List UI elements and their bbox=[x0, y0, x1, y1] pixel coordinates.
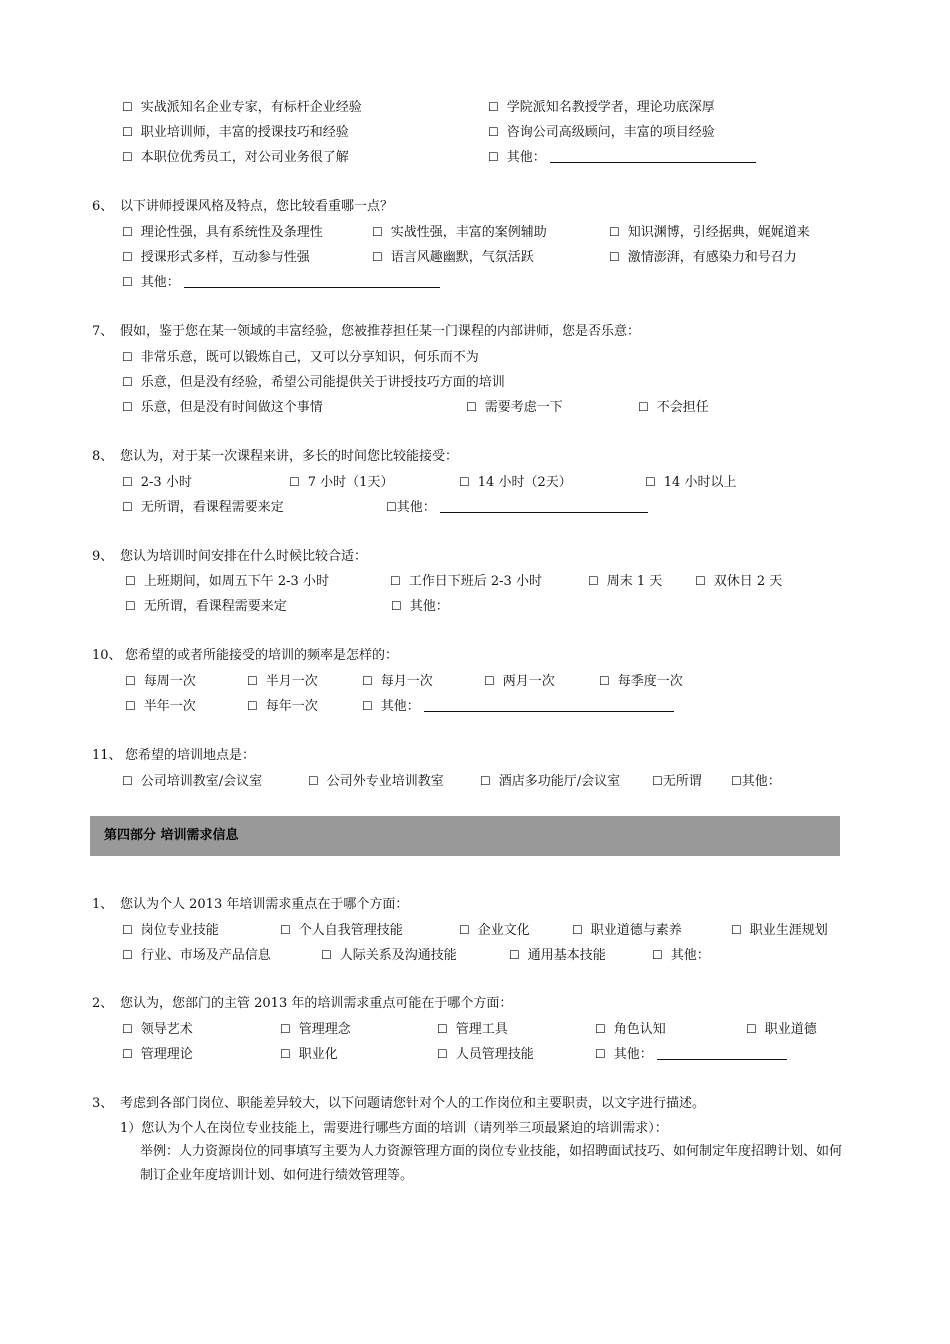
s4q1-option-culture[interactable]: ☐ 企业文化 bbox=[459, 923, 530, 938]
checkbox-icon[interactable]: ☐ bbox=[480, 774, 491, 788]
q10-option-other[interactable]: ☐ 其他： bbox=[362, 698, 674, 714]
s4q2-option-people-management[interactable]: ☐ 人员管理技能 bbox=[437, 1047, 534, 1062]
s4q1-option-other[interactable]: ☐ 其他： bbox=[652, 948, 710, 963]
q8-option-7h[interactable]: ☐ 7 小时（1天） bbox=[289, 475, 394, 490]
s4q1-option-ethics[interactable]: ☐ 职业道德与素养 bbox=[572, 923, 682, 938]
s4q1-option-general[interactable]: ☐ 通用基本技能 bbox=[509, 948, 606, 963]
q10-question: 10、 您希望的或者所能接受的培训的频率是怎样的： bbox=[92, 648, 399, 663]
q5-option-enterprise-expert[interactable]: ☐ 实战派知名企业专家，有标杆企业经验 bbox=[122, 100, 362, 115]
q10-option-weekly[interactable]: ☐ 每周一次 bbox=[125, 674, 196, 689]
q10-option-annual[interactable]: ☐ 每年一次 bbox=[247, 699, 318, 714]
q9-option-other[interactable]: ☐ 其他： bbox=[391, 599, 449, 614]
s4q2-option-leadership[interactable]: ☐ 领导艺术 bbox=[122, 1022, 193, 1037]
checkbox-icon[interactable]: ☐ bbox=[638, 400, 649, 414]
q9-option-weekend-1day[interactable]: ☐ 周末 1 天 bbox=[588, 574, 663, 589]
q9-option-indifferent[interactable]: ☐ 无所谓，看课程需要来定 bbox=[125, 599, 287, 614]
checkbox-icon[interactable]: ☐ bbox=[125, 674, 136, 688]
q10-option-monthly[interactable]: ☐ 每月一次 bbox=[362, 674, 433, 689]
q6-question: 6、 以下讲师授课风格及特点，您比较看重哪一点？ bbox=[92, 199, 394, 214]
q6-option-passionate[interactable]: ☐ 激情澎湃，有感染力和号召力 bbox=[609, 250, 797, 265]
checkbox-icon[interactable]: ☐ bbox=[595, 1022, 606, 1036]
q8-option-2-3h[interactable]: ☐ 2-3 小时 bbox=[122, 475, 192, 490]
checkbox-icon[interactable]: ☐ bbox=[488, 150, 499, 164]
q5-option-consultant[interactable]: ☐ 咨询公司高级顾问，丰富的项目经验 bbox=[488, 125, 715, 140]
q11-option-external-room[interactable]: ☐ 公司外专业培训教室 bbox=[308, 774, 444, 789]
checkbox-icon[interactable]: ☐ bbox=[484, 674, 495, 688]
q6-option-knowledgeable[interactable]: ☐ 知识渊博，引经据典，娓娓道来 bbox=[609, 225, 810, 240]
q11-option-other[interactable]: ☐其他： bbox=[731, 774, 781, 789]
checkbox-icon[interactable]: ☐ bbox=[391, 599, 402, 613]
checkbox-icon[interactable]: ☐ bbox=[125, 599, 136, 613]
q7-option-decline[interactable]: ☐ 不会担任 bbox=[638, 400, 709, 415]
checkbox-icon[interactable]: ☐ bbox=[122, 774, 133, 788]
checkbox-icon[interactable]: ☐ bbox=[122, 100, 133, 114]
checkbox-icon[interactable]: ☐ bbox=[125, 699, 136, 713]
q6-option-interactive[interactable]: ☐ 授课形式多样，互动参与性强 bbox=[122, 250, 310, 265]
q9-option-after-work[interactable]: ☐ 工作日下班后 2-3 小时 bbox=[390, 574, 542, 589]
q9-option-weekend-2days[interactable]: ☐ 双休日 2 天 bbox=[695, 574, 783, 589]
q10-option-semiannual[interactable]: ☐ 半年一次 bbox=[125, 699, 196, 714]
checkbox-icon[interactable]: ☐ bbox=[645, 475, 656, 489]
checkbox-icon[interactable]: ☐ bbox=[466, 400, 477, 414]
checkbox-icon[interactable]: ☐ bbox=[122, 350, 133, 364]
checkbox-icon[interactable]: ☐ bbox=[122, 250, 133, 264]
q6-option-other[interactable]: ☐ 其他： bbox=[122, 274, 440, 290]
checkbox-icon[interactable]: ☐ bbox=[437, 1047, 448, 1061]
q6-option-practical[interactable]: ☐ 实战性强，丰富的案例辅助 bbox=[372, 225, 547, 240]
checkbox-icon[interactable]: ☐ bbox=[122, 475, 133, 489]
s4q1-option-self-management[interactable]: ☐ 个人自我管理技能 bbox=[280, 923, 403, 938]
s4q1-option-industry[interactable]: ☐ 行业、市场及产品信息 bbox=[122, 948, 271, 963]
checkbox-icon[interactable]: ☐ bbox=[588, 574, 599, 588]
q10-option-quarterly[interactable]: ☐ 每季度一次 bbox=[599, 674, 683, 689]
checkbox-icon[interactable]: ☐ bbox=[289, 475, 300, 489]
q7-option-consider[interactable]: ☐ 需要考虑一下 bbox=[466, 400, 563, 415]
q8-option-14h[interactable]: ☐ 14 小时（2天） bbox=[459, 475, 572, 490]
checkbox-icon[interactable]: ☐ bbox=[652, 948, 663, 962]
q5-option-trainer[interactable]: ☐ 职业培训师，丰富的授课技巧和经验 bbox=[122, 125, 349, 140]
s4q2-question: 2、 您认为，您部门的主管 2013 年的培训需求重点可能在于哪个方面： bbox=[92, 996, 513, 1011]
checkbox-icon[interactable]: ☐ bbox=[386, 500, 397, 514]
checkbox-icon[interactable]: ☐ bbox=[321, 948, 332, 962]
q5-option-other[interactable]: ☐ 其他： bbox=[488, 149, 756, 165]
checkbox-icon[interactable]: ☐ bbox=[390, 574, 401, 588]
checkbox-icon[interactable]: ☐ bbox=[572, 923, 583, 937]
q7-option-very-willing[interactable]: ☐ 非常乐意，既可以锻炼自己，又可以分享知识，何乐而不为 bbox=[122, 350, 479, 365]
checkbox-icon[interactable]: ☐ bbox=[509, 948, 520, 962]
checkbox-icon[interactable]: ☐ bbox=[372, 225, 383, 239]
checkbox-icon[interactable]: ☐ bbox=[731, 923, 742, 937]
s4q2-option-concept[interactable]: ☐ 管理理念 bbox=[280, 1022, 351, 1037]
checkbox-icon[interactable]: ☐ bbox=[122, 375, 133, 389]
q10-option-bimonthly[interactable]: ☐ 两月一次 bbox=[484, 674, 555, 689]
checkbox-icon[interactable]: ☐ bbox=[247, 699, 258, 713]
q9-question: 9、 您认为培训时间安排在什么时候比较合适： bbox=[92, 549, 368, 564]
s4q1-question: 1、 您认为个人 2013 年培训需求重点在于哪个方面： bbox=[92, 897, 409, 912]
checkbox-icon[interactable]: ☐ bbox=[122, 923, 133, 937]
q7-option-willing-no-time[interactable]: ☐ 乐意，但是没有时间做这个事情 bbox=[122, 400, 323, 415]
q7-option-willing-no-experience[interactable]: ☐ 乐意，但是没有经验，希望公司能提供关于讲授技巧方面的培训 bbox=[122, 375, 505, 390]
checkbox-icon[interactable]: ☐ bbox=[122, 400, 133, 414]
checkbox-icon[interactable]: ☐ bbox=[125, 574, 136, 588]
checkbox-icon[interactable]: ☐ bbox=[122, 500, 133, 514]
checkbox-icon[interactable]: ☐ bbox=[609, 250, 620, 264]
checkbox-icon[interactable]: ☐ bbox=[437, 1022, 448, 1036]
q8-option-other[interactable]: ☐其他： bbox=[386, 499, 648, 515]
checkbox-icon[interactable]: ☐ bbox=[308, 774, 319, 788]
checkbox-icon[interactable]: ☐ bbox=[488, 125, 499, 139]
checkbox-icon[interactable]: ☐ bbox=[609, 225, 620, 239]
checkbox-icon[interactable]: ☐ bbox=[122, 225, 133, 239]
q9-option-workday-afternoon[interactable]: ☐ 上班期间，如周五下午 2-3 小时 bbox=[125, 574, 329, 589]
checkbox-icon[interactable]: ☐ bbox=[122, 1047, 133, 1061]
q6-option-humorous[interactable]: ☐ 语言风趣幽默，气氛活跃 bbox=[372, 250, 534, 265]
q8-option-over-14h[interactable]: ☐ 14 小时以上 bbox=[645, 475, 737, 490]
q11-option-indifferent[interactable]: ☐无所谓 bbox=[652, 774, 702, 789]
q11-option-company-room[interactable]: ☐ 公司培训教室/会议室 bbox=[122, 774, 263, 789]
checkbox-icon[interactable]: ☐ bbox=[122, 125, 133, 139]
checkbox-icon[interactable]: ☐ bbox=[362, 699, 373, 713]
q10-other-field[interactable] bbox=[424, 699, 674, 712]
section-title: 第四部分 培训需求信息 bbox=[104, 828, 239, 843]
checkbox-icon[interactable]: ☐ bbox=[247, 674, 258, 688]
checkbox-icon[interactable]: ☐ bbox=[459, 923, 470, 937]
checkbox-icon[interactable]: ☐ bbox=[695, 574, 706, 588]
s4q3-sub1: 1）您认为个人在岗位专业技能上，需要进行哪些方面的培训（请列举三项最紧迫的培训需求）： bbox=[120, 1121, 668, 1136]
checkbox-icon[interactable]: ☐ bbox=[280, 1047, 291, 1061]
q6-option-theory[interactable]: ☐ 理论性强，具有系统性及条理性 bbox=[122, 225, 323, 240]
s4q2-option-tools[interactable]: ☐ 管理工具 bbox=[437, 1022, 508, 1037]
checkbox-icon[interactable]: ☐ bbox=[746, 1022, 757, 1036]
checkbox-icon[interactable]: ☐ bbox=[280, 1022, 291, 1036]
q8-other-field[interactable] bbox=[440, 500, 648, 513]
s4q2-other-field[interactable] bbox=[657, 1047, 787, 1060]
checkbox-icon[interactable]: ☐ bbox=[122, 948, 133, 962]
s4q1-option-career[interactable]: ☐ 职业生涯规划 bbox=[731, 923, 828, 938]
q8-option-indifferent[interactable]: ☐ 无所谓，看课程需要来定 bbox=[122, 500, 284, 515]
checkbox-icon[interactable]: ☐ bbox=[122, 150, 133, 164]
q6-other-field[interactable] bbox=[184, 275, 440, 288]
checkbox-icon[interactable]: ☐ bbox=[595, 1047, 606, 1061]
s4q2-option-theory[interactable]: ☐ 管理理论 bbox=[122, 1047, 193, 1062]
s4q2-option-ethics[interactable]: ☐ 职业道德 bbox=[746, 1022, 817, 1037]
q5-option-employee[interactable]: ☐ 本职位优秀员工，对公司业务很了解 bbox=[122, 150, 349, 165]
q10-option-biweekly[interactable]: ☐ 半月一次 bbox=[247, 674, 318, 689]
checkbox-icon[interactable]: ☐ bbox=[122, 1022, 133, 1036]
q7-question: 7、 假如，鉴于您在某一领域的丰富经验，您被推荐担任某一门课程的内部讲师，您是否乐意： bbox=[92, 324, 641, 339]
q11-option-hotel[interactable]: ☐ 酒店多功能厅/会议室 bbox=[480, 774, 621, 789]
s4q2-option-professionalism[interactable]: ☐ 职业化 bbox=[280, 1047, 338, 1062]
checkbox-icon[interactable]: ☐ bbox=[459, 475, 470, 489]
checkbox-icon[interactable]: ☐ bbox=[731, 774, 742, 788]
checkbox-icon[interactable]: ☐ bbox=[122, 275, 133, 289]
section-header-bar bbox=[90, 816, 840, 856]
q5-other-field[interactable] bbox=[550, 150, 756, 163]
q11-question: 11、 您希望的培训地点是： bbox=[92, 748, 256, 763]
checkbox-icon[interactable]: ☐ bbox=[362, 674, 373, 688]
checkbox-icon[interactable]: ☐ bbox=[652, 774, 663, 788]
q8-question: 8、 您认为，对于某一次课程来讲，多长的时间您比较能接受： bbox=[92, 449, 459, 464]
checkbox-icon[interactable]: ☐ bbox=[488, 100, 499, 114]
checkbox-icon[interactable]: ☐ bbox=[599, 674, 610, 688]
checkbox-icon[interactable]: ☐ bbox=[372, 250, 383, 264]
s4q2-option-role[interactable]: ☐ 角色认知 bbox=[595, 1022, 666, 1037]
s4q3-question: 3、 考虑到各部门岗位、职能差异较大，以下问题请您针对个人的工作岗位和主要职责，以文字进行描述。 bbox=[92, 1096, 706, 1111]
s4q3-example: 举例：人力资源岗位的同事填写主要为人力资源管理方面的岗位专业技能，如招聘面试技巧、如何制定年度招聘计划、如何制订企业年度培训计划、如何进行绩效管理等。 bbox=[140, 1144, 843, 1183]
s4q1-option-communication[interactable]: ☐ 人际关系及沟通技能 bbox=[321, 948, 457, 963]
q5-option-academic[interactable]: ☐ 学院派知名教授学者，理论功底深厚 bbox=[488, 100, 715, 115]
s4q1-option-professional[interactable]: ☐ 岗位专业技能 bbox=[122, 923, 219, 938]
checkbox-icon[interactable]: ☐ bbox=[280, 923, 291, 937]
s4q2-option-other[interactable]: ☐ 其他： bbox=[595, 1046, 787, 1062]
